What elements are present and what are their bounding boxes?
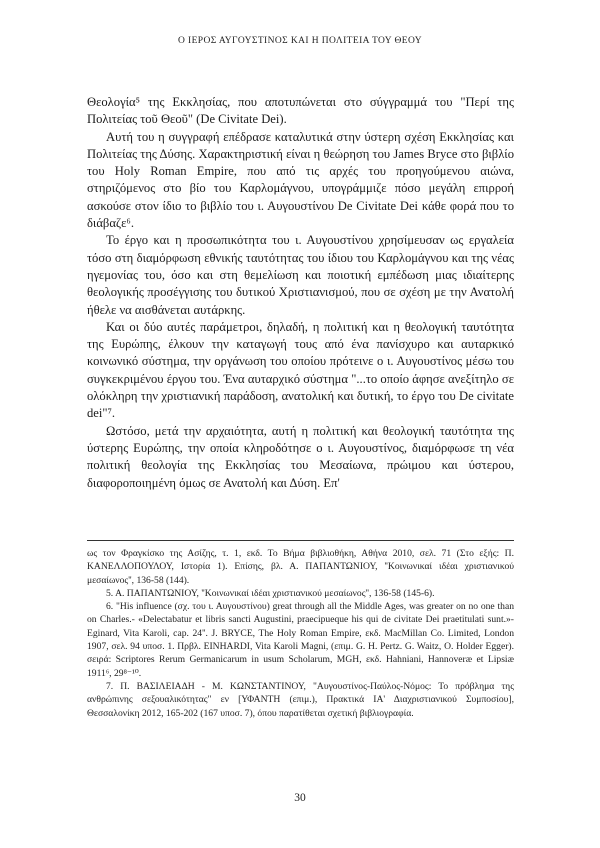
body-paragraph: Αυτή του η συγγραφή επέδρασε καταλυτικά στην ύστερη σχέση Εκκλησίας και Πολιτείας της Δύσης. Χαρακτηριστική είναι η θεώρηση του James Bryce στο βιβλίο του Holy Roman Empire, που από τις αρχές του προηγούμενου αιώνα, στηριζόμενος στο βίο του Καρλομάγνου, υπογράμμιζε πόσο μεγάλη επιρροή ασκούσε στον ίδιο το βιβλίο του ι. Αυγουστίνου De Civitate Dei κάθε φορά που το διάβαζε⁶.	[87, 129, 514, 231]
footnote: 6. "His influence (σχ. του ι. Αυγουστίνου) great through all the Middle Ages, was greater on no one than on Charles.- «Delectabatur et libris sancti Augustini, praecipueque his qui de civitate Dei praetitulati sunt.»-Eginard, Vita Karoli, cap. 24''. J. BRYCE, The Holy Roman Empire, εκδ. MacMillan Co. Limited, London 1907, σελ. 94 υποσ. 1. Πρβλ. EINHARDI, Vita Karoli Magni, (επιμ. G. H. Pertz. G. Waitz, O. Holder Egger). σειρά: Scriptores Rerum Germanicarum in usum Scholarum, MGH, εκδ. Hahniani, Hannoveræ et Lipsiæ 1911⁶, 29⁸⁻¹⁰.	[87, 601, 514, 679]
running-header: Ο ΙΕΡΟΣ ΑΥΓΟΥΣΤΙΝΟΣ ΚΑΙ Η ΠΟΛΙΤΕΙΑ ΤΟΥ ΘΕΟΥ	[177, 36, 422, 46]
body-paragraph: Ωστόσο, μετά την αρχαιότητα, αυτή η πολιτική και θεολογική ταυτότητα της ύστερης Ευρώπης, την οποία κληροδότησε ο ι. Αυγουστίνος, διαμόρφωσε τη νέα πολιτική θεολογία της Εκκλησίας του Μεσαίωνα, πρώιμου και ύστερου, διαφοροποιημένη όμως σε Ανατολή και Δύση. Επ'	[87, 423, 514, 490]
footnote: 5. Α. ΠΑΠΑΝΤΩΝΙΟΥ, ''Κοινωνικαί ιδέαι χριστιανικού μεσαίωνος'', 136-58 (145-6).	[106, 587, 435, 599]
body-paragraph: Και οι δύο αυτές παράμετροι, δηλαδή, η πολιτική και η θεολογική ταυτότητα της Ευρώπης, έλκουν την καταγωγή τους από ένα πανίσχυρο και αυταρκικό κοινωνικό σύστημα, την οργάνωση του οποίου πρότεινε ο ι. Αυγουστίνος μέσω του συγκεκριμένου έργου του. Ένα αυταρχικό σύστημα "...το οποίο άφησε ανεξίτηλο σε ολόκληρη την χριστιανική παράδοση, ανατολική και δυτική, το έργο του De civitate dei"⁷.	[87, 319, 514, 421]
body-paragraph: Θεολογία⁵ της Εκκλησίας, που αποτυπώνεται στο σύγγραμμά του "Περί της Πολιτείας τοῦ Θεοῦ" (De Civitate Dei).	[87, 95, 514, 127]
page-number: 30	[294, 792, 306, 804]
footnotes	[87, 540, 514, 720]
footnote-continuation: ως τον Φραγκίσκο της Ασίζης, τ. 1, εκδ. Το Βήμα βιβλιοθήκη, Αθήνα 2010, σελ. 71 (Στο εξής: Π. ΚΑΝΕΛΛΟΠΟΥΛΟΥ, Ιστορία 1). Επίσης, βλ. Α. ΠΑΠΑΝΤΩΝΙΟΥ, ''Κοινωνικαί ιδέαι χριστιανικού μεσαίωνος'', 136-58 (144).	[87, 548, 514, 586]
main-text	[87, 94, 514, 492]
body-paragraph: Το έργο και η προσωπικότητα του ι. Αυγουστίνου χρησίμευσαν ως εργαλεία τόσο στη διαμόρφωση εθνικής ταυτότητας του ίδιου του Καρλομάγνου και της νέας ηγεμονίας του, όσο και στη θεμελίωση και ποιοτική εμπέδωση μιας ιδιαίτερης θεολογικής προσέγγισης του δυτικού Χριστιανισμού, που σε σχέση με την Ανατολή ήθελε να αισθάνεται αυτάρκης.	[87, 233, 514, 317]
footnote: 7. Π. ΒΑΣΙΛΕΙΑΔΗ - Μ. ΚΩΝΣΤΑΝΤΙΝΟΥ, "Αυγουστίνος-Παύλος-Νόμος: Το πρόβλημα της ανθρώπινης σεξουαλικότητας" εν [ΥΦΑΝΤΗ (επιμ.), Πρακτικά ΙΑ' Διαχριστιανικού Συμποσίου], Θεσσαλονίκη 2012, 165-202 (167 υποσ. 7), όπου παρατίθεται σχετική βιβλιογραφία.	[87, 680, 514, 719]
